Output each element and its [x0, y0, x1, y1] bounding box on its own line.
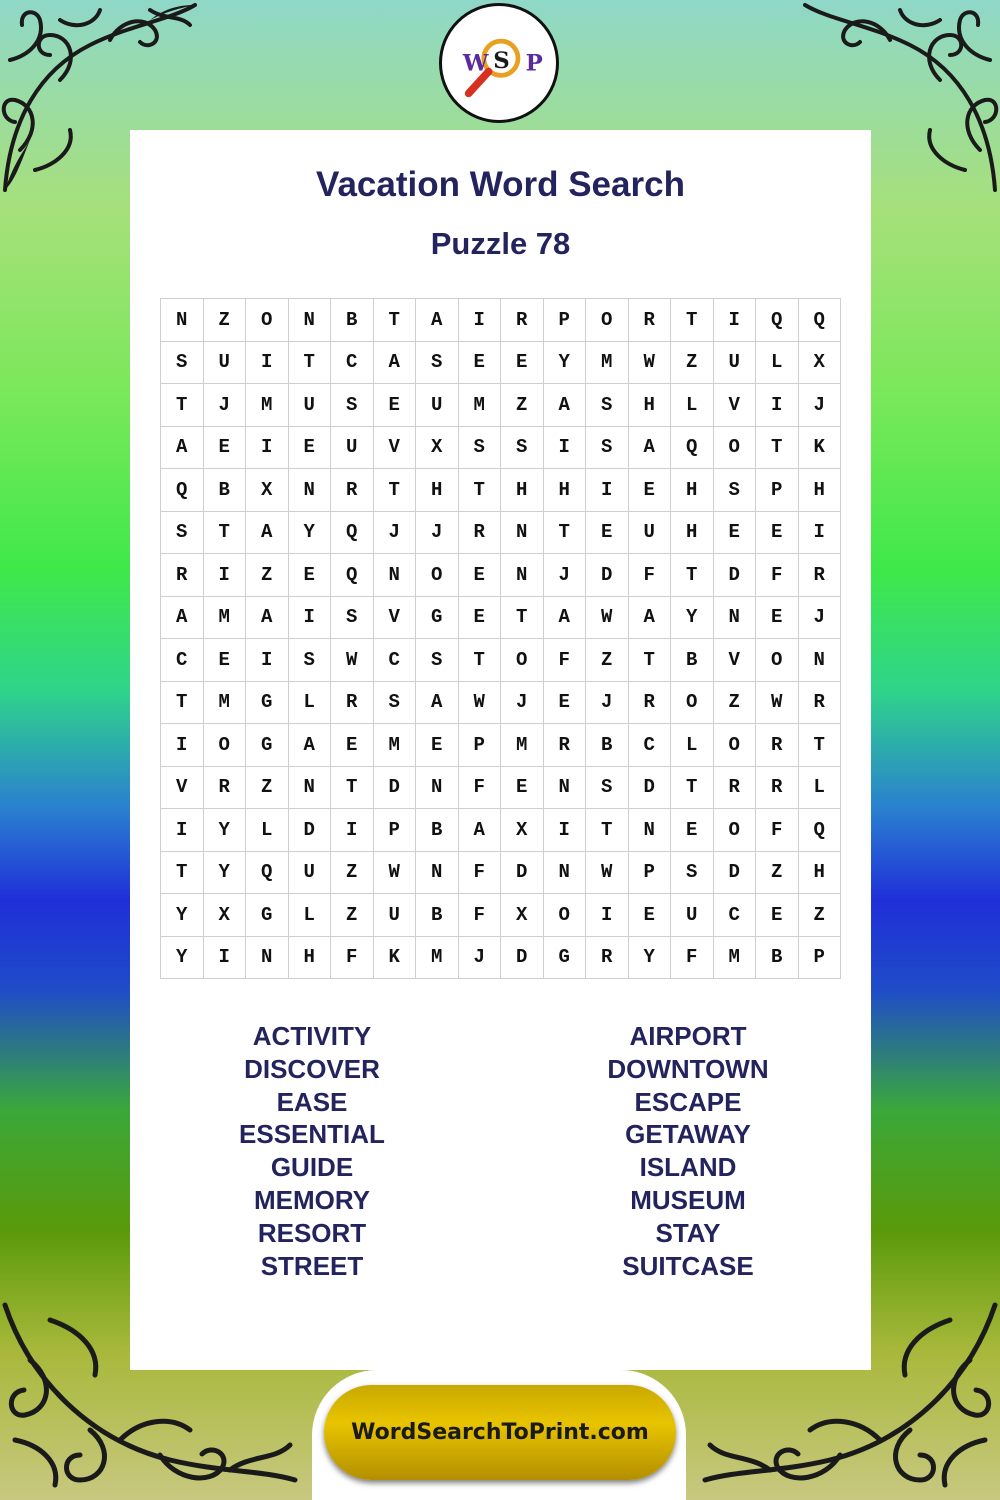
- grid-cell[interactable]: W: [586, 597, 629, 640]
- grid-cell[interactable]: Y: [161, 937, 204, 980]
- grid-cell[interactable]: C: [374, 639, 417, 682]
- grid-cell[interactable]: S: [161, 512, 204, 555]
- grid-cell[interactable]: U: [671, 894, 714, 937]
- grid-cell[interactable]: N: [289, 767, 332, 810]
- grid-cell[interactable]: E: [629, 469, 672, 512]
- grid-cell[interactable]: M: [459, 384, 502, 427]
- grid-cell[interactable]: H: [671, 512, 714, 555]
- grid-cell[interactable]: M: [714, 937, 757, 980]
- grid-cell[interactable]: I: [161, 809, 204, 852]
- grid-cell[interactable]: Z: [331, 852, 374, 895]
- grid-cell[interactable]: N: [714, 597, 757, 640]
- grid-cell[interactable]: M: [586, 342, 629, 385]
- grid-cell[interactable]: P: [544, 299, 587, 342]
- grid-cell[interactable]: I: [246, 639, 289, 682]
- grid-cell[interactable]: S: [459, 427, 502, 470]
- grid-cell[interactable]: Y: [289, 512, 332, 555]
- grid-cell[interactable]: Z: [714, 682, 757, 725]
- grid-cell[interactable]: Y: [204, 852, 247, 895]
- grid-cell[interactable]: D: [586, 554, 629, 597]
- grid-cell[interactable]: A: [289, 724, 332, 767]
- word-item: RESORT: [257, 1217, 367, 1248]
- word-item: GETAWAY: [625, 1119, 751, 1150]
- grid-cell[interactable]: G: [416, 597, 459, 640]
- grid-cell[interactable]: Z: [756, 852, 799, 895]
- logo-letter-w: W: [462, 50, 489, 77]
- letter-grid: [160, 298, 841, 979]
- grid-cell[interactable]: Y: [204, 809, 247, 852]
- site-logo[interactable]: [439, 3, 559, 123]
- grid-cell[interactable]: T: [459, 469, 502, 512]
- grid-cell[interactable]: O: [204, 724, 247, 767]
- grid-cell[interactable]: U: [374, 894, 417, 937]
- word-item: DOWNTOWN: [607, 1053, 769, 1084]
- grid-cell[interactable]: M: [246, 384, 289, 427]
- grid-cell[interactable]: L: [756, 342, 799, 385]
- grid-cell[interactable]: J: [501, 682, 544, 725]
- grid-cell[interactable]: J: [459, 937, 502, 980]
- grid-cell[interactable]: T: [799, 724, 842, 767]
- grid-cell[interactable]: A: [629, 597, 672, 640]
- grid-cell[interactable]: O: [714, 809, 757, 852]
- grid-cell[interactable]: Y: [671, 597, 714, 640]
- grid-cell[interactable]: Y: [161, 894, 204, 937]
- word-item: ACTIVITY: [252, 1021, 372, 1051]
- grid-cell[interactable]: A: [416, 299, 459, 342]
- grid-cell[interactable]: P: [459, 724, 502, 767]
- grid-cell[interactable]: L: [289, 894, 332, 937]
- grid-cell[interactable]: T: [161, 384, 204, 427]
- grid-cell[interactable]: U: [331, 427, 374, 470]
- grid-cell[interactable]: E: [459, 597, 502, 640]
- grid-cell[interactable]: I: [289, 597, 332, 640]
- grid-cell[interactable]: E: [374, 384, 417, 427]
- grid-cell[interactable]: L: [799, 767, 842, 810]
- grid-cell[interactable]: V: [374, 597, 417, 640]
- word-item: MEMORY: [253, 1184, 371, 1215]
- grid-cell[interactable]: V: [161, 767, 204, 810]
- grid-cell[interactable]: B: [671, 639, 714, 682]
- magnifier-icon: [442, 6, 556, 120]
- grid-cell[interactable]: T: [671, 767, 714, 810]
- grid-cell[interactable]: G: [246, 724, 289, 767]
- grid-cell[interactable]: O: [714, 724, 757, 767]
- grid-cell[interactable]: F: [756, 554, 799, 597]
- grid-cell[interactable]: S: [586, 384, 629, 427]
- grid-cell[interactable]: F: [459, 894, 502, 937]
- grid-cell[interactable]: J: [416, 512, 459, 555]
- grid-cell[interactable]: E: [331, 724, 374, 767]
- grid-cell[interactable]: A: [416, 682, 459, 725]
- grid-cell[interactable]: H: [799, 852, 842, 895]
- grid-cell[interactable]: R: [331, 469, 374, 512]
- grid-cell[interactable]: I: [756, 384, 799, 427]
- grid-cell[interactable]: I: [331, 809, 374, 852]
- grid-cell[interactable]: I: [204, 554, 247, 597]
- grid-cell[interactable]: S: [331, 597, 374, 640]
- grid-cell[interactable]: T: [161, 852, 204, 895]
- grid-cell[interactable]: Q: [671, 427, 714, 470]
- grid-cell[interactable]: J: [586, 682, 629, 725]
- grid-cell[interactable]: Z: [246, 767, 289, 810]
- word-item: STREET: [260, 1250, 364, 1281]
- footer-site-link[interactable]: WordSearchToPrint.com: [324, 1385, 676, 1480]
- grid-cell[interactable]: F: [459, 852, 502, 895]
- puzzle-number: Puzzle 78: [430, 226, 571, 261]
- grid-cell[interactable]: D: [501, 937, 544, 980]
- grid-cell[interactable]: R: [331, 682, 374, 725]
- grid-cell[interactable]: R: [459, 512, 502, 555]
- grid-cell[interactable]: T: [629, 639, 672, 682]
- grid-cell[interactable]: H: [671, 469, 714, 512]
- grid-cell[interactable]: O: [756, 639, 799, 682]
- grid-cell[interactable]: Y: [629, 937, 672, 980]
- grid-cell[interactable]: L: [289, 682, 332, 725]
- grid-cell[interactable]: T: [586, 809, 629, 852]
- grid-cell[interactable]: S: [586, 767, 629, 810]
- grid-cell[interactable]: I: [544, 427, 587, 470]
- grid-cell[interactable]: B: [756, 937, 799, 980]
- grid-cell[interactable]: M: [374, 724, 417, 767]
- grid-cell[interactable]: E: [501, 342, 544, 385]
- grid-cell[interactable]: Z: [246, 554, 289, 597]
- grid-cell[interactable]: N: [289, 469, 332, 512]
- grid-cell[interactable]: Z: [799, 894, 842, 937]
- grid-cell[interactable]: N: [246, 937, 289, 980]
- grid-cell[interactable]: S: [161, 342, 204, 385]
- grid-cell[interactable]: S: [416, 639, 459, 682]
- grid-cell[interactable]: A: [544, 384, 587, 427]
- grid-cell[interactable]: O: [416, 554, 459, 597]
- grid-cell[interactable]: U: [289, 852, 332, 895]
- grid-cell[interactable]: L: [671, 384, 714, 427]
- grid-cell[interactable]: V: [714, 384, 757, 427]
- grid-cell[interactable]: J: [204, 384, 247, 427]
- grid-cell[interactable]: S: [501, 427, 544, 470]
- grid-cell[interactable]: T: [756, 427, 799, 470]
- grid-cell[interactable]: I: [204, 937, 247, 980]
- grid-cell[interactable]: R: [586, 937, 629, 980]
- grid-cell[interactable]: F: [459, 767, 502, 810]
- grid-cell[interactable]: U: [416, 384, 459, 427]
- grid-cell[interactable]: Z: [204, 299, 247, 342]
- grid-cell[interactable]: V: [374, 427, 417, 470]
- grid-cell[interactable]: X: [501, 894, 544, 937]
- grid-cell[interactable]: X: [246, 469, 289, 512]
- grid-cell[interactable]: N: [501, 512, 544, 555]
- word-item: SUITCASE: [622, 1250, 754, 1281]
- grid-cell[interactable]: Q: [331, 512, 374, 555]
- grid-cell[interactable]: U: [714, 342, 757, 385]
- grid-cell[interactable]: D: [629, 767, 672, 810]
- grid-cell[interactable]: S: [289, 639, 332, 682]
- grid-cell[interactable]: F: [671, 937, 714, 980]
- grid-cell[interactable]: N: [544, 852, 587, 895]
- grid-cell[interactable]: S: [671, 852, 714, 895]
- grid-cell[interactable]: S: [416, 342, 459, 385]
- grid-cell[interactable]: E: [289, 554, 332, 597]
- grid-cell[interactable]: S: [374, 682, 417, 725]
- grid-cell[interactable]: R: [629, 299, 672, 342]
- word-item: MUSEUM: [630, 1184, 746, 1215]
- grid-cell[interactable]: Y: [544, 342, 587, 385]
- grid-cell[interactable]: I: [586, 894, 629, 937]
- grid-cell[interactable]: A: [629, 427, 672, 470]
- grid-cell[interactable]: E: [586, 512, 629, 555]
- grid-cell[interactable]: M: [204, 682, 247, 725]
- grid-cell[interactable]: T: [671, 554, 714, 597]
- grid-cell[interactable]: E: [671, 809, 714, 852]
- grid-cell[interactable]: W: [374, 852, 417, 895]
- grid-cell[interactable]: X: [416, 427, 459, 470]
- grid-cell[interactable]: B: [331, 299, 374, 342]
- grid-cell[interactable]: E: [756, 894, 799, 937]
- grid-cell[interactable]: R: [714, 767, 757, 810]
- grid-cell[interactable]: J: [799, 384, 842, 427]
- grid-cell[interactable]: B: [586, 724, 629, 767]
- grid-cell[interactable]: G: [544, 937, 587, 980]
- word-item: ISLAND: [639, 1152, 737, 1183]
- grid-cell[interactable]: N: [374, 554, 417, 597]
- grid-cell[interactable]: W: [459, 682, 502, 725]
- grid-cell[interactable]: A: [161, 597, 204, 640]
- grid-cell[interactable]: T: [204, 512, 247, 555]
- grid-cell[interactable]: X: [799, 342, 842, 385]
- grid-cell[interactable]: A: [246, 512, 289, 555]
- word-item: AIRPORT: [629, 1021, 747, 1051]
- grid-cell[interactable]: X: [204, 894, 247, 937]
- grid-cell[interactable]: R: [799, 554, 842, 597]
- grid-cell[interactable]: C: [161, 639, 204, 682]
- grid-cell[interactable]: N: [416, 767, 459, 810]
- grid-cell[interactable]: D: [289, 809, 332, 852]
- word-item: DISCOVER: [244, 1053, 380, 1084]
- word-list-left: [162, 1020, 462, 1282]
- grid-cell[interactable]: A: [246, 597, 289, 640]
- grid-cell[interactable]: T: [161, 682, 204, 725]
- grid-cell[interactable]: A: [544, 597, 587, 640]
- grid-cell[interactable]: E: [204, 427, 247, 470]
- grid-cell[interactable]: C: [331, 342, 374, 385]
- grid-cell[interactable]: J: [374, 512, 417, 555]
- grid-cell[interactable]: P: [756, 469, 799, 512]
- grid-cell[interactable]: N: [416, 852, 459, 895]
- grid-cell[interactable]: R: [161, 554, 204, 597]
- grid-cell[interactable]: T: [544, 512, 587, 555]
- grid-cell[interactable]: F: [756, 809, 799, 852]
- logo-letter-s: S: [493, 47, 510, 74]
- grid-cell[interactable]: C: [714, 894, 757, 937]
- word-list-right: [538, 1020, 838, 1282]
- grid-cell[interactable]: J: [799, 597, 842, 640]
- grid-cell[interactable]: M: [501, 724, 544, 767]
- grid-cell[interactable]: Q: [756, 299, 799, 342]
- grid-cell[interactable]: G: [246, 682, 289, 725]
- grid-cell[interactable]: M: [204, 597, 247, 640]
- grid-cell[interactable]: A: [374, 342, 417, 385]
- grid-cell[interactable]: W: [629, 342, 672, 385]
- grid-cell[interactable]: D: [714, 554, 757, 597]
- grid-cell[interactable]: A: [459, 809, 502, 852]
- grid-cell[interactable]: O: [501, 639, 544, 682]
- grid-cell[interactable]: O: [544, 894, 587, 937]
- grid-cell[interactable]: O: [714, 427, 757, 470]
- grid-cell[interactable]: G: [246, 894, 289, 937]
- grid-cell[interactable]: R: [756, 767, 799, 810]
- grid-cell[interactable]: B: [416, 894, 459, 937]
- grid-cell[interactable]: R: [756, 724, 799, 767]
- grid-cell[interactable]: Q: [331, 554, 374, 597]
- grid-cell[interactable]: E: [629, 894, 672, 937]
- page-title: Vacation Word Search: [316, 165, 685, 204]
- grid-cell[interactable]: R: [204, 767, 247, 810]
- grid-cell[interactable]: M: [416, 937, 459, 980]
- word-item: EASE: [276, 1086, 348, 1117]
- grid-cell[interactable]: R: [799, 682, 842, 725]
- grid-cell[interactable]: Q: [246, 852, 289, 895]
- grid-cell[interactable]: S: [586, 427, 629, 470]
- grid-cell[interactable]: U: [204, 342, 247, 385]
- grid-cell[interactable]: P: [374, 809, 417, 852]
- grid-cell[interactable]: W: [586, 852, 629, 895]
- grid-cell[interactable]: H: [416, 469, 459, 512]
- grid-cell[interactable]: I: [714, 299, 757, 342]
- grid-cell[interactable]: Q: [799, 809, 842, 852]
- grid-cell[interactable]: Q: [161, 469, 204, 512]
- grid-cell[interactable]: L: [246, 809, 289, 852]
- grid-cell[interactable]: O: [671, 682, 714, 725]
- grid-cell[interactable]: N: [501, 554, 544, 597]
- grid-cell[interactable]: E: [459, 342, 502, 385]
- grid-cell[interactable]: R: [501, 299, 544, 342]
- grid-cell[interactable]: T: [374, 299, 417, 342]
- grid-cell[interactable]: R: [544, 724, 587, 767]
- grid-cell[interactable]: H: [629, 384, 672, 427]
- grid-cell[interactable]: T: [459, 639, 502, 682]
- word-item: ESSENTIAL: [239, 1119, 385, 1150]
- grid-cell[interactable]: N: [544, 767, 587, 810]
- grid-cell[interactable]: E: [714, 512, 757, 555]
- grid-cell[interactable]: S: [331, 384, 374, 427]
- grid-cell[interactable]: E: [416, 724, 459, 767]
- grid-cell[interactable]: W: [331, 639, 374, 682]
- grid-cell[interactable]: E: [756, 597, 799, 640]
- word-item: STAY: [655, 1217, 721, 1248]
- grid-cell[interactable]: O: [246, 299, 289, 342]
- grid-cell[interactable]: I: [161, 724, 204, 767]
- grid-cell[interactable]: U: [629, 512, 672, 555]
- grid-cell[interactable]: C: [629, 724, 672, 767]
- grid-cell[interactable]: Z: [331, 894, 374, 937]
- grid-cell[interactable]: E: [204, 639, 247, 682]
- grid-cell[interactable]: F: [331, 937, 374, 980]
- grid-cell[interactable]: N: [161, 299, 204, 342]
- grid-cell[interactable]: I: [246, 342, 289, 385]
- grid-cell[interactable]: P: [799, 937, 842, 980]
- grid-cell[interactable]: F: [629, 554, 672, 597]
- grid-cell[interactable]: Z: [586, 639, 629, 682]
- grid-cell[interactable]: T: [374, 469, 417, 512]
- grid-cell[interactable]: E: [756, 512, 799, 555]
- grid-cell[interactable]: N: [799, 639, 842, 682]
- grid-cell[interactable]: I: [246, 427, 289, 470]
- grid-cell[interactable]: J: [544, 554, 587, 597]
- grid-cell[interactable]: S: [714, 469, 757, 512]
- grid-cell[interactable]: P: [629, 852, 672, 895]
- grid-cell[interactable]: T: [331, 767, 374, 810]
- grid-cell[interactable]: K: [374, 937, 417, 980]
- grid-cell[interactable]: N: [629, 809, 672, 852]
- grid-cell[interactable]: I: [799, 512, 842, 555]
- grid-cell[interactable]: A: [161, 427, 204, 470]
- grid-cell[interactable]: I: [459, 299, 502, 342]
- grid-cell[interactable]: T: [501, 597, 544, 640]
- grid-cell[interactable]: K: [799, 427, 842, 470]
- grid-cell[interactable]: I: [544, 809, 587, 852]
- grid-cell[interactable]: D: [714, 852, 757, 895]
- grid-cell[interactable]: E: [501, 767, 544, 810]
- grid-cell[interactable]: E: [459, 554, 502, 597]
- grid-cell[interactable]: I: [586, 469, 629, 512]
- grid-cell[interactable]: E: [289, 427, 332, 470]
- grid-cell[interactable]: W: [756, 682, 799, 725]
- grid-cell[interactable]: H: [799, 469, 842, 512]
- word-item: GUIDE: [270, 1152, 354, 1183]
- grid-cell[interactable]: L: [671, 724, 714, 767]
- grid-cell[interactable]: X: [501, 809, 544, 852]
- grid-cell[interactable]: F: [544, 639, 587, 682]
- word-item: ESCAPE: [634, 1086, 742, 1117]
- grid-cell[interactable]: H: [544, 469, 587, 512]
- grid-cell[interactable]: R: [629, 682, 672, 725]
- grid-cell[interactable]: N: [289, 299, 332, 342]
- grid-cell[interactable]: H: [501, 469, 544, 512]
- grid-cell[interactable]: T: [289, 342, 332, 385]
- logo-letter-p: P: [525, 50, 543, 77]
- grid-cell[interactable]: D: [501, 852, 544, 895]
- grid-cell[interactable]: B: [204, 469, 247, 512]
- grid-cell[interactable]: Z: [671, 342, 714, 385]
- puzzle-card: [130, 130, 871, 1370]
- grid-cell[interactable]: E: [544, 682, 587, 725]
- grid-cell[interactable]: O: [586, 299, 629, 342]
- grid-cell[interactable]: Z: [501, 384, 544, 427]
- grid-cell[interactable]: Q: [799, 299, 842, 342]
- grid-cell[interactable]: H: [289, 937, 332, 980]
- grid-cell[interactable]: T: [671, 299, 714, 342]
- grid-cell[interactable]: B: [416, 809, 459, 852]
- grid-cell[interactable]: D: [374, 767, 417, 810]
- grid-cell[interactable]: V: [714, 639, 757, 682]
- grid-cell[interactable]: U: [289, 384, 332, 427]
